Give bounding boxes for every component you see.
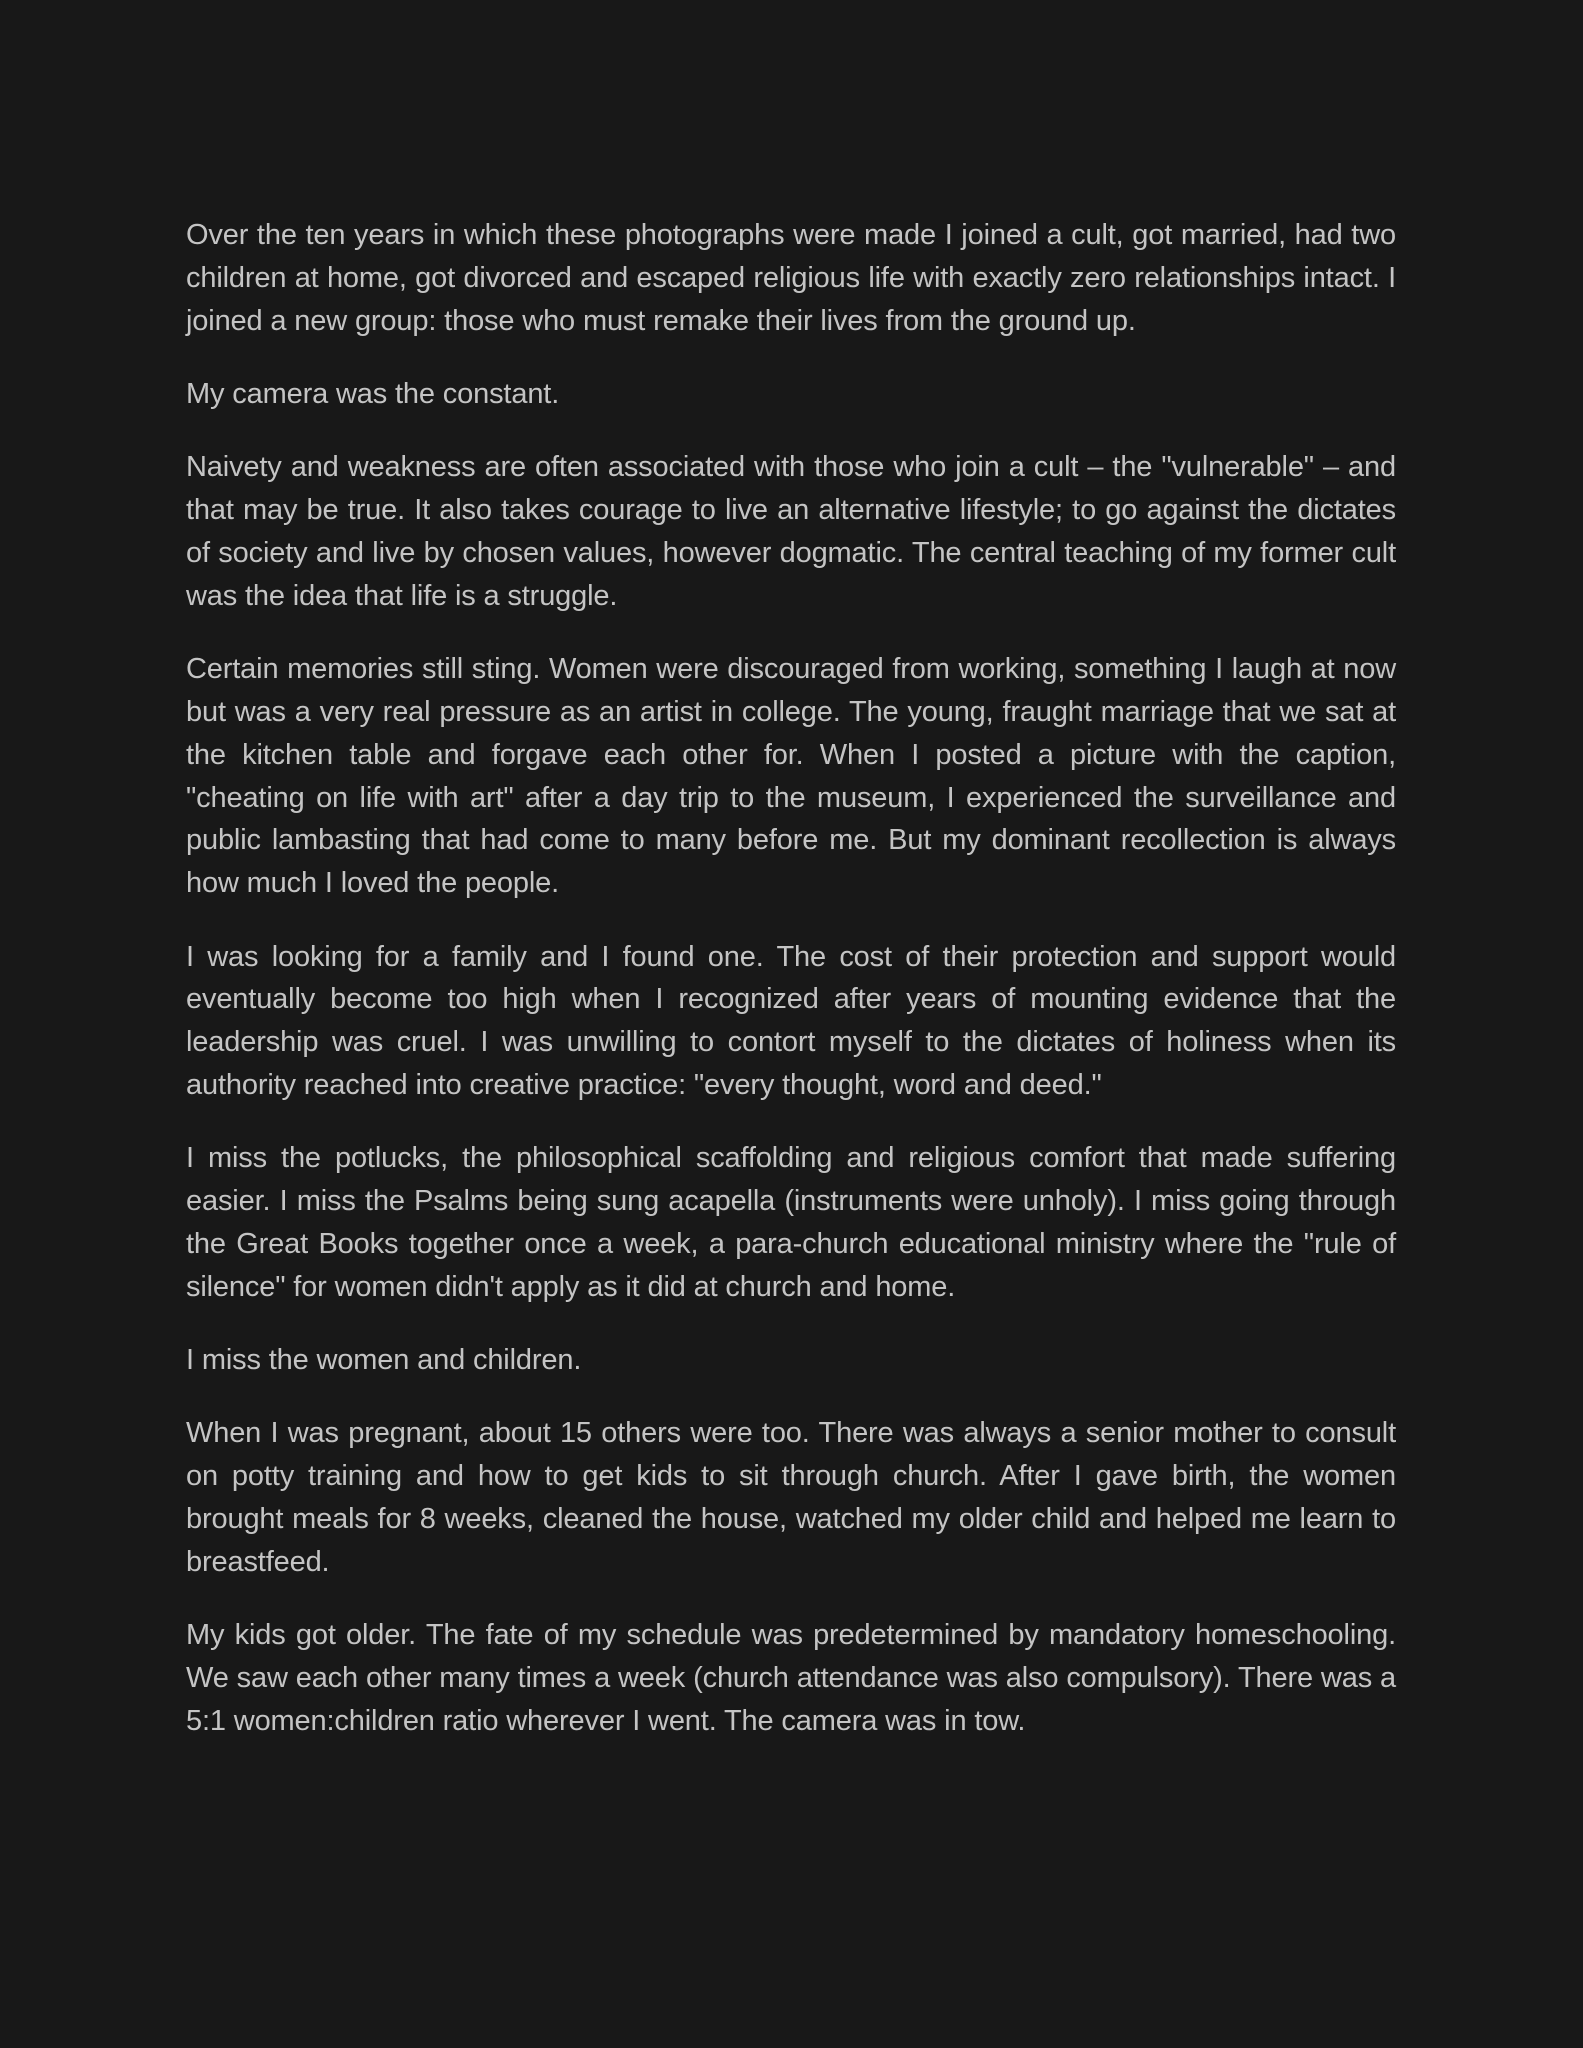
paragraph: My kids got older. The fate of my schedule was predetermined by mandatory homeschooling. We saw each other many times a week (church attendance was also compulsory). There was a 5:1 women:children ratio wherever I went. The camera was in tow. xyxy=(186,1619,1396,1737)
paragraph: Certain memories still sting. Women were discouraged from working, something I laugh at now but was a very real pressure as an artist in college. The young, fraught marriage that we sat at the kitchen table and forgave each other for. When I posted a picture with the caption, "cheating on life with art" after a day trip to the museum, I experienced the surveillance and public lambasting that had come to many before me. But my dominant recollection is always how much I loved the people. xyxy=(186,653,1396,900)
paragraph: My camera was the constant. xyxy=(186,377,560,410)
article-body xyxy=(186,214,1396,1773)
paragraph: When I was pregnant, about 15 others were too. There was always a senior mother to consult on potty training and how to get kids to sit through church. After I gave birth, the women brought meals for 8 weeks, cleaned the house, watched my older child and helped me learn to breastfeed. xyxy=(186,1417,1396,1578)
paragraph: Naivety and weakness are often associated with those who join a cult – the "vulnerable" – and that may be true. It also takes courage to live an alternative lifestyle; to go against the dictates of society and live by chosen values, however dogmatic. The central teaching of my former cult was the idea that life is a struggle. xyxy=(186,451,1396,612)
paragraph: I miss the women and children. xyxy=(186,1344,582,1377)
paragraph: I was looking for a family and I found one. The cost of their protection and support would eventually become too high when I recognized after years of mounting evidence that the leadership was cruel. I was unwilling to contort myself to the dictates of holiness when its authority reached into creative practice: "every thought, word and deed." xyxy=(186,940,1396,1101)
paragraph: Over the ten years in which these photographs were made I joined a cult, got married, had two children at home, got divorced and escaped religious life with exactly zero relationships intact. I joined a new group: those who must remake their lives from the ground up. xyxy=(186,219,1396,337)
paragraph: I miss the potlucks, the philosophical scaffolding and religious comfort that made suffering easier. I miss the Psalms being sung acapella (instruments were unholy). I miss going through the Great Books together once a week, a para-church educational ministry where the "rule of silence" for women didn't apply as it did at church and home. xyxy=(186,1142,1396,1303)
